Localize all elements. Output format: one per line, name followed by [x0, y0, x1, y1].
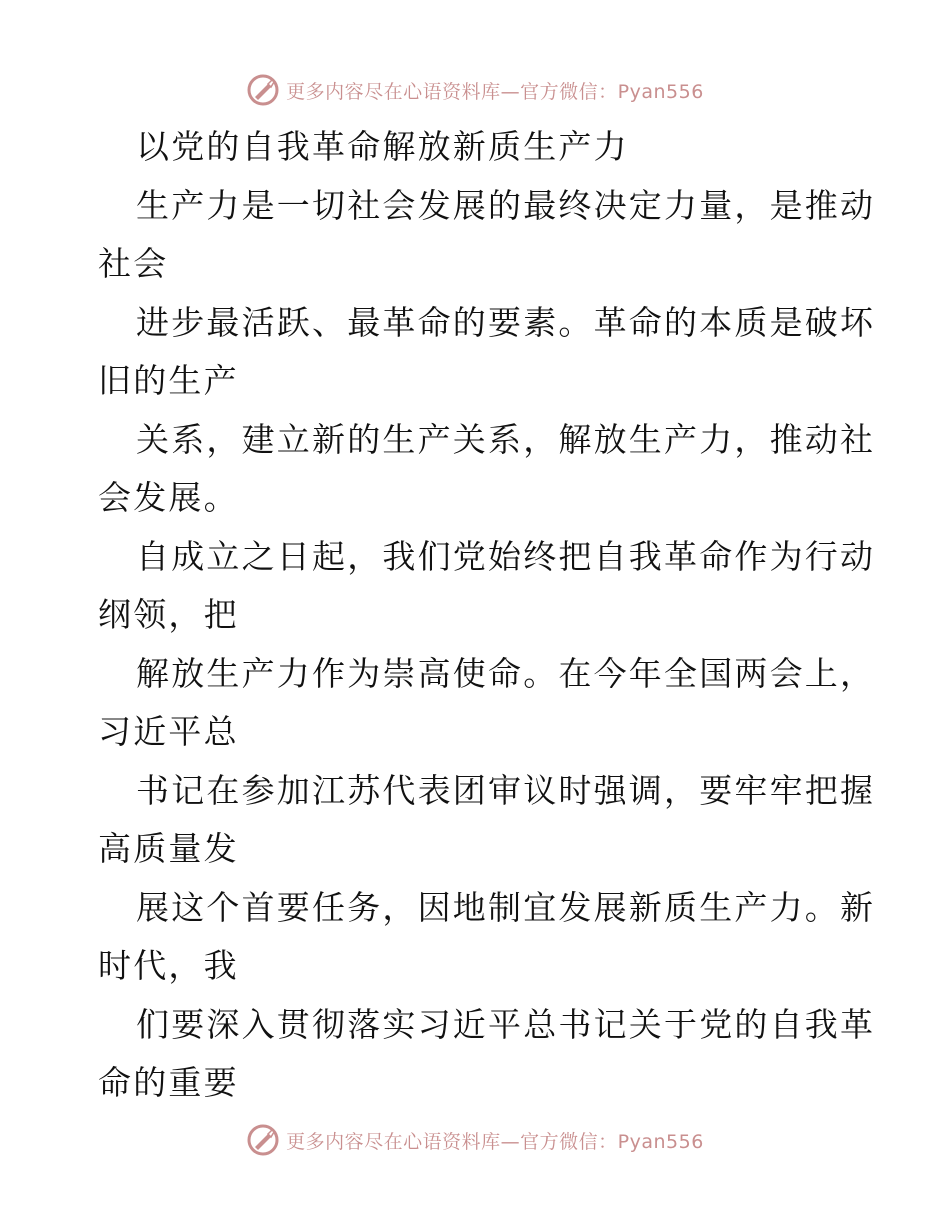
- text-line: 生产力是一切社会发展的最终决定力量，是推动: [136, 185, 876, 225]
- text-line: 进步最活跃、最革命的要素。革命的本质是破坏: [136, 302, 876, 342]
- text-line: 解放生产力作为崇高使命。在今年全国两会上，: [136, 653, 876, 693]
- text-line: 高质量发: [98, 829, 239, 868]
- text-line: 自成立之日起，我们党始终把自我革命作为行动: [136, 536, 876, 576]
- document-title: 以党的自我革命解放新质生产力: [136, 127, 629, 166]
- text-line: 关系，建立新的生产关系，解放生产力，推动社: [136, 419, 876, 459]
- watermark-text: 更多内容尽在心语资料库—官方微信：Pyan556: [286, 1130, 704, 1153]
- pen-logo-icon: [246, 73, 280, 107]
- text-line: 展这个首要任务，因地制宜发展新质生产力。新: [136, 887, 876, 927]
- text-line: 会发展。: [98, 478, 239, 517]
- document-body: [98, 118, 876, 1113]
- header-watermark-banner: [0, 70, 950, 110]
- text-line: 旧的生产: [98, 361, 239, 400]
- pen-logo-icon: [246, 1123, 280, 1157]
- text-line: 习近平总: [98, 712, 239, 751]
- text-line: 们要深入贯彻落实习近平总书记关于党的自我革: [136, 1004, 876, 1044]
- text-line: 命的重要: [98, 1063, 239, 1102]
- watermark-text: 更多内容尽在心语资料库—官方微信：Pyan556: [286, 80, 704, 103]
- footer-watermark-banner: [0, 1120, 950, 1160]
- text-line: 纲领，把: [98, 595, 239, 634]
- text-line: 时代，我: [98, 946, 239, 985]
- text-line: 书记在参加江苏代表团审议时强调，要牢牢把握: [136, 770, 876, 810]
- text-line: 社会: [98, 244, 169, 283]
